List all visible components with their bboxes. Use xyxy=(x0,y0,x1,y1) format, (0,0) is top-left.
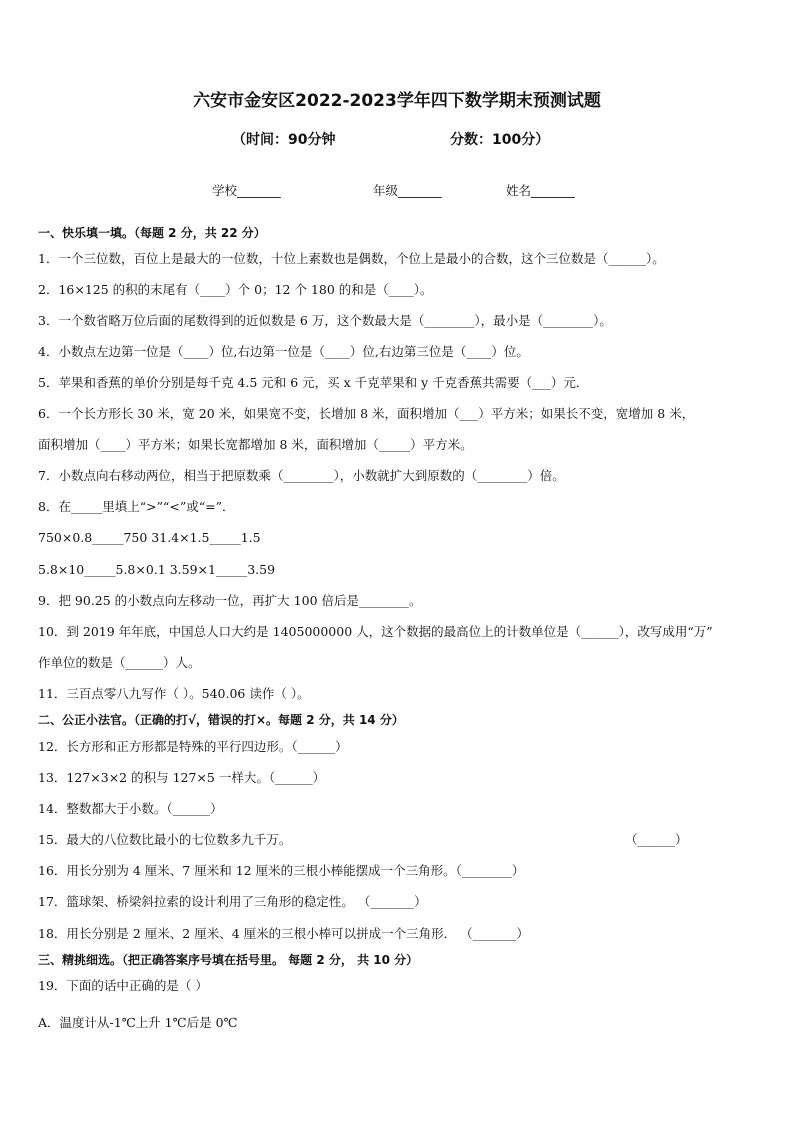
question-15: 15．最大的八位数比最小的七位数多九千万。 xyxy=(38,832,292,847)
question-8: 8．在_____里填上“>”“<”或“=”． xyxy=(38,499,235,514)
section-1-heading: 一、快乐填一填。（每题 2 分，共 22 分） xyxy=(38,226,266,240)
question-7: 7．小数点向右移动两位，相当于把原数乘（________），小数就扩大到原数的（________）倍。 xyxy=(38,468,565,483)
question-2: 2．16×125 的积的末尾有（____）个 0；12 个 180 的和是（____）。 xyxy=(38,282,433,297)
question-8-row-2: 5.8×10_____5.8×0.1 3.59×1_____3.59 xyxy=(38,562,276,577)
question-4: 4．小数点左边第一位是（____）位,右边第一位是（____）位,右边第三位是（____）位。 xyxy=(38,344,529,359)
question-5: 5．苹果和香蕉的单价分别是每千克 4.5 元和 6 元，买 x 千克苹果和 y 千克香蕉共需要（___）元． xyxy=(38,375,589,390)
exam-score: 分数：100分） xyxy=(450,132,550,148)
question-10-line-2: 作单位的数是（______）人。 xyxy=(38,655,201,670)
exam-time: （时间：90分钟 xyxy=(232,132,336,148)
name-field[interactable]: 姓名_______ xyxy=(506,183,575,198)
question-15-blank: （______） xyxy=(625,832,688,847)
question-19-option-a: A．温度计从-1℃上升 1℃后是 0℃ xyxy=(38,1015,238,1030)
question-18: 18．用长分别是 2 厘米、2 厘米、4 厘米的三根小棒可以拼成一个三角形． （_______） xyxy=(38,926,529,941)
question-1: 1．一个三位数，百位上是最大的一位数，十位上素数也是偶数，个位上是最小的合数，这个三位数是（______）。 xyxy=(38,251,665,266)
question-6-line-2: 面积增加（____）平方米；如果长宽都增加 8 米，面积增加（_____）平方米。 xyxy=(38,437,473,452)
section-2-heading: 二、公正小法官。（正确的打√，错误的打×。每题 2 分，共 14 分） xyxy=(38,713,404,727)
question-16: 16．用长分别为 4 厘米、7 厘米和 12 厘米的三根小棒能摆成一个三角形。（________） xyxy=(38,863,525,878)
question-13: 13．127×3×2 的积与 127×5 一样大。（______） xyxy=(38,770,326,785)
question-10-line-1: 10．到 2019 年年底，中国总人口大约是 1405000000 人，这个数据的最高位上的计数单位是（______），改写成用“万” xyxy=(38,624,713,639)
question-17: 17．篮球架、桥梁斜拉索的设计利用了三角形的稳定性。 （_______） xyxy=(38,894,427,909)
grade-field[interactable]: 年级_______ xyxy=(373,183,442,198)
question-14: 14．整数都大于小数。（______） xyxy=(38,801,223,816)
school-field[interactable]: 学校_______ xyxy=(212,183,281,198)
question-9: 9．把 90.25 的小数点向左移动一位，再扩大 100 倍后是________。 xyxy=(38,593,422,608)
question-11: 11．三百点零八九写作（ ）。540.06 读作（ ）。 xyxy=(38,686,310,701)
page-title: 六安市金安区2022-2023学年四下数学期末预测试题 xyxy=(193,91,601,111)
section-3-heading: 三、精挑细选。（把正确答案序号填在括号里。 每题 2 分， 共 10 分） xyxy=(38,953,419,967)
question-6-line-1: 6．一个长方形长 30 米，宽 20 米，如果宽不变，长增加 8 米，面积增加（___）平方米；如果长不变，宽增加 8 米， xyxy=(38,406,695,421)
question-3: 3．一个数省略万位后面的尾数得到的近似数是 6 万，这个数最大是（________），最小是（________）。 xyxy=(38,313,612,328)
question-8-row-1: 750×0.8_____750 31.4×1.5_____1.5 xyxy=(38,530,261,545)
question-12: 12．长方形和正方形都是特殊的平行四边形。（______） xyxy=(38,739,348,754)
question-19: 19．下面的话中正确的是（ ） xyxy=(38,978,208,993)
